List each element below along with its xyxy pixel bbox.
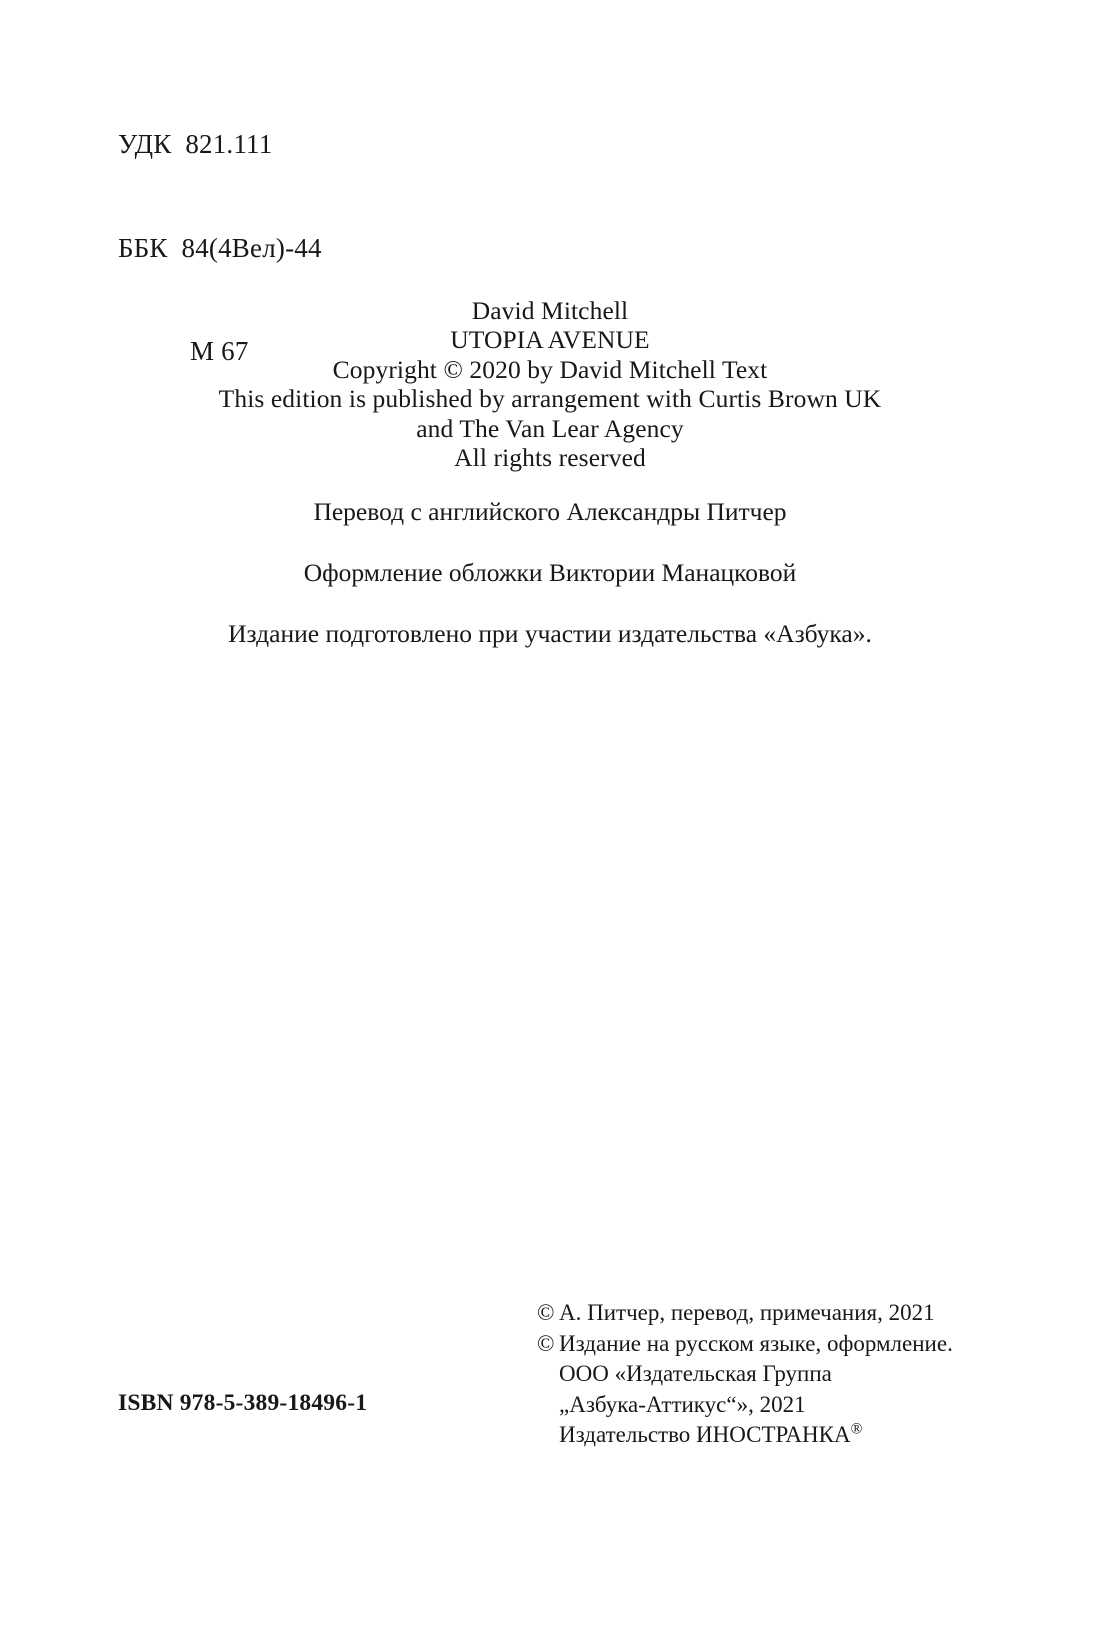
imprint-line <box>537 1420 953 1451</box>
copyright-symbol-icon: © <box>537 1300 555 1325</box>
author-name: David Mitchell <box>471 296 629 325</box>
copyright-block <box>0 296 1100 473</box>
copyright-notice: Copyright © 2020 by David Mitchell Text <box>332 354 768 384</box>
isbn: ISBN 978-5-389-18496-1 <box>118 1390 368 1416</box>
publisher-company-line-1: ООО «Издательская Группа <box>559 1361 832 1387</box>
author-mark-code: М 67 <box>190 336 249 367</box>
translation-credit: Перевод с английского Александры Питчер <box>313 497 787 526</box>
rights-line-russian-edition <box>537 1329 953 1360</box>
edition-arrangement-line-2: and The Van Lear Agency <box>416 413 684 443</box>
publisher-company-line-2: „Азбука-Аттикус“», 2021 <box>559 1391 806 1417</box>
copyright-symbol-icon-2: © <box>537 1330 555 1356</box>
imprint-name: Издательство ИНОСТРАНКА <box>559 1422 851 1448</box>
rights-block <box>537 1298 953 1451</box>
rights-russian-edition-text: Издание на русском языке, оформление. <box>559 1330 953 1356</box>
original-title: UTOPIA AVENUE <box>450 325 650 355</box>
bbk-code: ББК 84(4Вел)-44 <box>118 232 322 263</box>
rights-line-translation <box>537 1298 953 1329</box>
rights-translation-text: А. Питчер, перевод, примечания, 2021 <box>559 1300 935 1325</box>
edition-arrangement-line-1: This edition is published by arrangement with Curtis Brown UK <box>218 384 882 414</box>
publisher-note: Издание подготовлено при участии издательства «Азбука». <box>228 619 872 649</box>
credits-block <box>0 498 1100 648</box>
udk-code: УДК 821.111 <box>118 129 273 160</box>
all-rights-reserved: All rights reserved <box>454 443 646 473</box>
registered-trademark-icon: ® <box>850 1420 863 1438</box>
cover-design-credit: Оформление обложки Виктории Манацковой <box>303 558 797 588</box>
